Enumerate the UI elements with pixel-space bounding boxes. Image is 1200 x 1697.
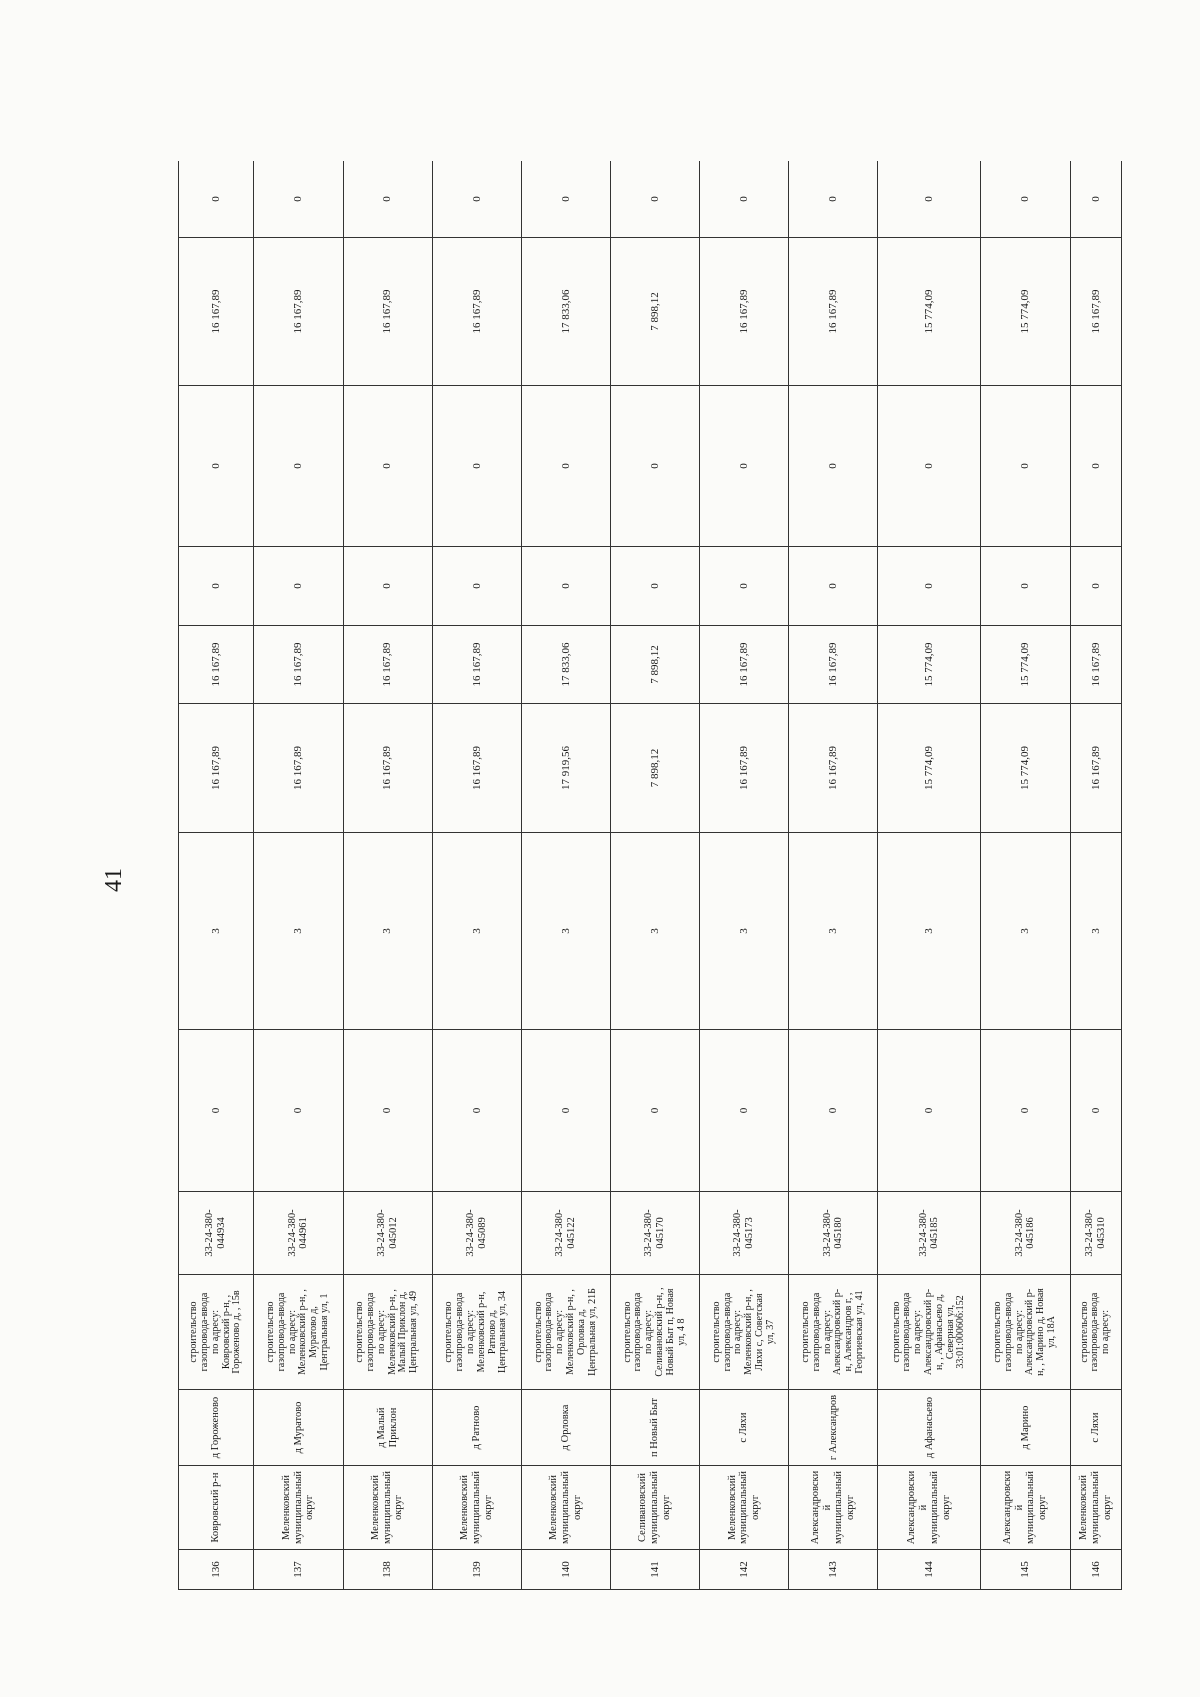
locality-cell: д Ратново: [432, 1390, 521, 1466]
description-line: строительство: [890, 1301, 902, 1363]
row-number: 140: [521, 1550, 610, 1590]
table-container: [178, 161, 1122, 1590]
locality-cell: д Гороженово: [179, 1390, 254, 1466]
value-cell: 0: [432, 1030, 521, 1192]
value-cell: 3: [700, 833, 789, 1030]
locality-cell: д Орловка: [521, 1390, 610, 1466]
value-cell: 0: [700, 547, 789, 626]
description-line: строительство: [188, 1301, 200, 1363]
description-line: газопровода-ввода: [1089, 1292, 1101, 1372]
value-cell: 0: [981, 1030, 1070, 1192]
description-line: строительство: [265, 1301, 277, 1363]
value-cell: 0: [521, 161, 610, 238]
value-cell: 0: [878, 386, 981, 547]
cadastral-code-cell: 33-24-380- 045186: [981, 1192, 1070, 1275]
value-cell: 0: [254, 547, 343, 626]
value-cell: 0: [610, 386, 699, 547]
value-cell: 0: [432, 547, 521, 626]
cadastral-code-cell: 33-24-380- 044934: [179, 1192, 254, 1275]
value-cell: 3: [789, 833, 878, 1030]
district-cell: Меленковский муниципальный округ: [254, 1466, 343, 1550]
description-line: по адресу:: [464, 1309, 476, 1355]
amount-cell: 16 167,89: [254, 704, 343, 833]
description-line: Ляхи с, Советская: [754, 1293, 766, 1371]
value-cell: 0: [1070, 547, 1121, 626]
locality-cell: г Александров: [789, 1390, 878, 1466]
amount-cell: 17 833,06: [521, 238, 610, 386]
district-cell: Меленковский муниципальный округ: [432, 1466, 521, 1550]
amount-cell: 16 167,89: [789, 238, 878, 386]
amount-cell: 16 167,89: [254, 238, 343, 386]
value-cell: 0: [700, 1030, 789, 1192]
amount-cell: 16 167,89: [432, 626, 521, 704]
description-line: ул, 37: [764, 1319, 776, 1345]
description-line: газопровода-ввода: [275, 1292, 287, 1372]
description-line: Малый Приклон д,: [397, 1291, 409, 1373]
value-cell: 3: [254, 833, 343, 1030]
description-line: Меленковский р-н, ,: [297, 1289, 309, 1375]
description-line: по адресу:: [1100, 1309, 1112, 1355]
description-line: газопровода-ввода: [1002, 1292, 1014, 1372]
description-cell: [700, 1275, 789, 1390]
amount-cell: 16 167,89: [1070, 238, 1121, 386]
description-line: строительство: [992, 1301, 1004, 1363]
value-cell: 0: [343, 547, 432, 626]
description-line: Ратново д,: [486, 1309, 498, 1355]
value-cell: 0: [254, 161, 343, 238]
table-row: [789, 161, 878, 1590]
district-cell: Меленковский муниципальный округ: [343, 1466, 432, 1550]
description-line: по адресу:: [1013, 1309, 1025, 1355]
description-line: по адресу:: [209, 1309, 221, 1355]
description-line: по адресу:: [286, 1309, 298, 1355]
value-cell: 0: [521, 547, 610, 626]
value-cell: 0: [1070, 161, 1121, 238]
description-line: строительство: [354, 1301, 366, 1363]
row-number: 143: [789, 1550, 878, 1590]
description-line: Центральная ул, 1: [319, 1293, 331, 1371]
description-line: Александровский р-: [1024, 1288, 1036, 1376]
amount-cell: 16 167,89: [254, 626, 343, 704]
value-cell: 3: [432, 833, 521, 1030]
row-number: 139: [432, 1550, 521, 1590]
description-line: н, Александров г, ,: [843, 1292, 855, 1372]
description-line: Меленковский р-н, ,: [564, 1289, 576, 1375]
description-line: Селивановский р-н, ,: [654, 1287, 666, 1377]
description-line: Гороженово д, , 15в: [231, 1290, 243, 1374]
value-cell: 3: [521, 833, 610, 1030]
rotated-table-frame: [178, 161, 1122, 1590]
value-cell: 0: [179, 386, 254, 547]
amount-cell: 16 167,89: [432, 238, 521, 386]
value-cell: 0: [521, 1030, 610, 1192]
table-row: [521, 161, 610, 1590]
value-cell: 0: [179, 1030, 254, 1192]
value-cell: 0: [254, 1030, 343, 1192]
cadastral-code-cell: 33-24-380- 045185: [878, 1192, 981, 1275]
locality-cell: д Марино: [981, 1390, 1070, 1466]
cadastral-code-cell: 33-24-380- 045180: [789, 1192, 878, 1275]
value-cell: 0: [432, 161, 521, 238]
table-row: [610, 161, 699, 1590]
value-cell: 0: [610, 1030, 699, 1192]
description-cell: [254, 1275, 343, 1390]
data-table: [178, 161, 1122, 1590]
value-cell: 0: [789, 1030, 878, 1192]
table-row: [700, 161, 789, 1590]
amount-cell: 16 167,89: [179, 626, 254, 704]
amount-cell: 15 774,09: [878, 704, 981, 833]
amount-cell: 16 167,89: [343, 704, 432, 833]
description-line: Северная ул,: [944, 1304, 956, 1360]
value-cell: 0: [521, 386, 610, 547]
district-cell: Александровски й муниципальный округ: [981, 1466, 1070, 1550]
description-cell: [179, 1275, 254, 1390]
value-cell: 0: [789, 161, 878, 238]
value-cell: 3: [878, 833, 981, 1030]
cadastral-code-cell: 33-24-380- 045089: [432, 1192, 521, 1275]
amount-cell: 15 774,09: [878, 626, 981, 704]
description-cell: [981, 1275, 1070, 1390]
description-line: Центральная ул, 34: [497, 1290, 509, 1374]
description-line: Центральная ул, 21Б: [586, 1288, 598, 1376]
description-cell: [432, 1275, 521, 1390]
description-line: по адресу:: [554, 1309, 566, 1355]
amount-cell: 16 167,89: [179, 238, 254, 386]
description-line: строительство: [621, 1301, 633, 1363]
description-line: Центральная ул, 49: [408, 1290, 420, 1374]
description-cell: [521, 1275, 610, 1390]
value-cell: 0: [981, 547, 1070, 626]
table-row: [179, 161, 254, 1590]
amount-cell: 7 898,12: [610, 704, 699, 833]
description-line: Александровский р-: [923, 1288, 935, 1376]
locality-cell: с Ляхи: [1070, 1390, 1121, 1466]
district-cell: Меленковский муниципальный округ: [521, 1466, 610, 1550]
description-line: газопровода-ввода: [454, 1292, 466, 1372]
description-line: Меленковский р-н, ,: [743, 1289, 755, 1375]
value-cell: 0: [981, 161, 1070, 238]
description-line: Муратово д,: [308, 1306, 320, 1358]
value-cell: 0: [432, 386, 521, 547]
table-row: [343, 161, 432, 1590]
value-cell: 0: [179, 547, 254, 626]
description-line: газопровода-ввода: [198, 1292, 210, 1372]
amount-cell: 16 167,89: [432, 704, 521, 833]
description-line: по адресу:: [821, 1309, 833, 1355]
amount-cell: 16 167,89: [789, 626, 878, 704]
locality-cell: д Муратово: [254, 1390, 343, 1466]
amount-cell: 16 167,89: [700, 238, 789, 386]
locality-cell: п Новый Быт: [610, 1390, 699, 1466]
description-line: строительство: [1078, 1301, 1090, 1363]
amount-cell: 16 167,89: [343, 626, 432, 704]
locality-cell: д Афанасьево: [878, 1390, 981, 1466]
cadastral-code-cell: 33-24-380- 044961: [254, 1192, 343, 1275]
description-line: по адресу:: [375, 1309, 387, 1355]
amount-cell: 17 833,06: [521, 626, 610, 704]
table-row: [1070, 161, 1121, 1590]
value-cell: 0: [981, 386, 1070, 547]
description-line: строительство: [799, 1301, 811, 1363]
value-cell: 3: [179, 833, 254, 1030]
amount-cell: 16 167,89: [343, 238, 432, 386]
value-cell: 3: [343, 833, 432, 1030]
description-cell: [610, 1275, 699, 1390]
cadastral-code-cell: 33-24-380- 045012: [343, 1192, 432, 1275]
description-cell: [878, 1275, 981, 1390]
description-line: Меленковский р-н,: [475, 1291, 487, 1373]
row-number: 137: [254, 1550, 343, 1590]
value-cell: 0: [700, 386, 789, 547]
description-line: по адресу:: [732, 1309, 744, 1355]
district-cell: Ковровский р-н: [179, 1466, 254, 1550]
description-line: газопровода-ввода: [365, 1292, 376, 1372]
value-cell: 0: [1070, 386, 1121, 547]
amount-cell: 15 774,09: [981, 704, 1070, 833]
description-line: строительство: [443, 1301, 455, 1363]
value-cell: 0: [254, 386, 343, 547]
amount-cell: 7 898,12: [610, 626, 699, 704]
value-cell: 0: [878, 1030, 981, 1192]
cadastral-code-cell: 33-24-380- 045122: [521, 1192, 610, 1275]
value-cell: 0: [1070, 1030, 1121, 1192]
value-cell: 0: [343, 386, 432, 547]
description-line: 33:01:000606:152: [955, 1295, 967, 1369]
value-cell: 0: [700, 161, 789, 238]
description-line: Георгиевская ул, 41: [853, 1290, 865, 1374]
row-number: 138: [343, 1550, 432, 1590]
description-line: ул, 18А: [1046, 1316, 1058, 1348]
value-cell: 3: [1070, 833, 1121, 1030]
description-line: газопровода-ввода: [721, 1292, 733, 1372]
table-row: [878, 161, 981, 1590]
locality-cell: д Малый Приклон: [343, 1390, 432, 1466]
cadastral-code-cell: 33-24-380- 045173: [700, 1192, 789, 1275]
district-cell: Александровски й муниципальный округ: [878, 1466, 981, 1550]
amount-cell: 7 898,12: [610, 238, 699, 386]
description-line: газопровода-ввода: [901, 1292, 913, 1372]
value-cell: 3: [610, 833, 699, 1030]
description-line: газопровода-ввода: [632, 1292, 644, 1372]
table-row: [254, 161, 343, 1590]
amount-cell: 15 774,09: [878, 238, 981, 386]
district-cell: Александровски й муниципальный округ: [789, 1466, 878, 1550]
description-line: Орловка д,: [575, 1308, 587, 1356]
description-cell: [789, 1275, 878, 1390]
row-number: 141: [610, 1550, 699, 1590]
district-cell: Селивановский муниципальный округ: [610, 1466, 699, 1550]
value-cell: 0: [343, 1030, 432, 1192]
amount-cell: 16 167,89: [789, 704, 878, 833]
page-number: 41: [100, 868, 127, 892]
description-line: строительство: [532, 1301, 544, 1363]
value-cell: 0: [179, 161, 254, 238]
value-cell: 0: [610, 547, 699, 626]
description-line: по адресу:: [643, 1309, 655, 1355]
amount-cell: 16 167,89: [1070, 626, 1121, 704]
cadastral-code-cell: 33-24-380- 045170: [610, 1192, 699, 1275]
description-cell: [343, 1275, 432, 1390]
district-cell: Меленковский муниципальный округ: [700, 1466, 789, 1550]
description-line: по адресу:: [912, 1309, 924, 1355]
description-cell: [1070, 1275, 1121, 1390]
amount-cell: 16 167,89: [700, 626, 789, 704]
amount-cell: 16 167,89: [1070, 704, 1121, 833]
description-line: Меленковский р-н, ,: [386, 1289, 398, 1375]
row-number: 146: [1070, 1550, 1121, 1590]
value-cell: 0: [789, 386, 878, 547]
value-cell: 0: [878, 547, 981, 626]
description-line: н, , Афанасьево д,: [933, 1293, 945, 1371]
amount-cell: 16 167,89: [179, 704, 254, 833]
description-line: Ковровский р-н, ,: [220, 1294, 232, 1370]
amount-cell: 17 919,56: [521, 704, 610, 833]
description-line: ул, 4 8: [675, 1318, 687, 1346]
value-cell: 0: [878, 161, 981, 238]
table-row: [432, 161, 521, 1590]
amount-cell: 15 774,09: [981, 238, 1070, 386]
locality-cell: с Ляхи: [700, 1390, 789, 1466]
cadastral-code-cell: 33-24-380- 045310: [1070, 1192, 1121, 1275]
description-line: Новый Быт п, Новая: [664, 1288, 676, 1376]
district-cell: Меленковский муниципальный округ: [1070, 1466, 1121, 1550]
description-line: Александровский р-: [832, 1288, 844, 1376]
row-number: 144: [878, 1550, 981, 1590]
value-cell: 0: [343, 161, 432, 238]
value-cell: 3: [981, 833, 1070, 1030]
table-row: [981, 161, 1070, 1590]
row-number: 142: [700, 1550, 789, 1590]
row-number: 136: [179, 1550, 254, 1590]
description-line: газопровода-ввода: [543, 1292, 555, 1372]
value-cell: 0: [610, 161, 699, 238]
amount-cell: 16 167,89: [700, 704, 789, 833]
value-cell: 0: [789, 547, 878, 626]
description-line: газопровода-ввода: [810, 1292, 822, 1372]
amount-cell: 15 774,09: [981, 626, 1070, 704]
row-number: 145: [981, 1550, 1070, 1590]
description-line: строительство: [710, 1301, 722, 1363]
description-line: н, , Марино д, Новая: [1035, 1288, 1047, 1376]
